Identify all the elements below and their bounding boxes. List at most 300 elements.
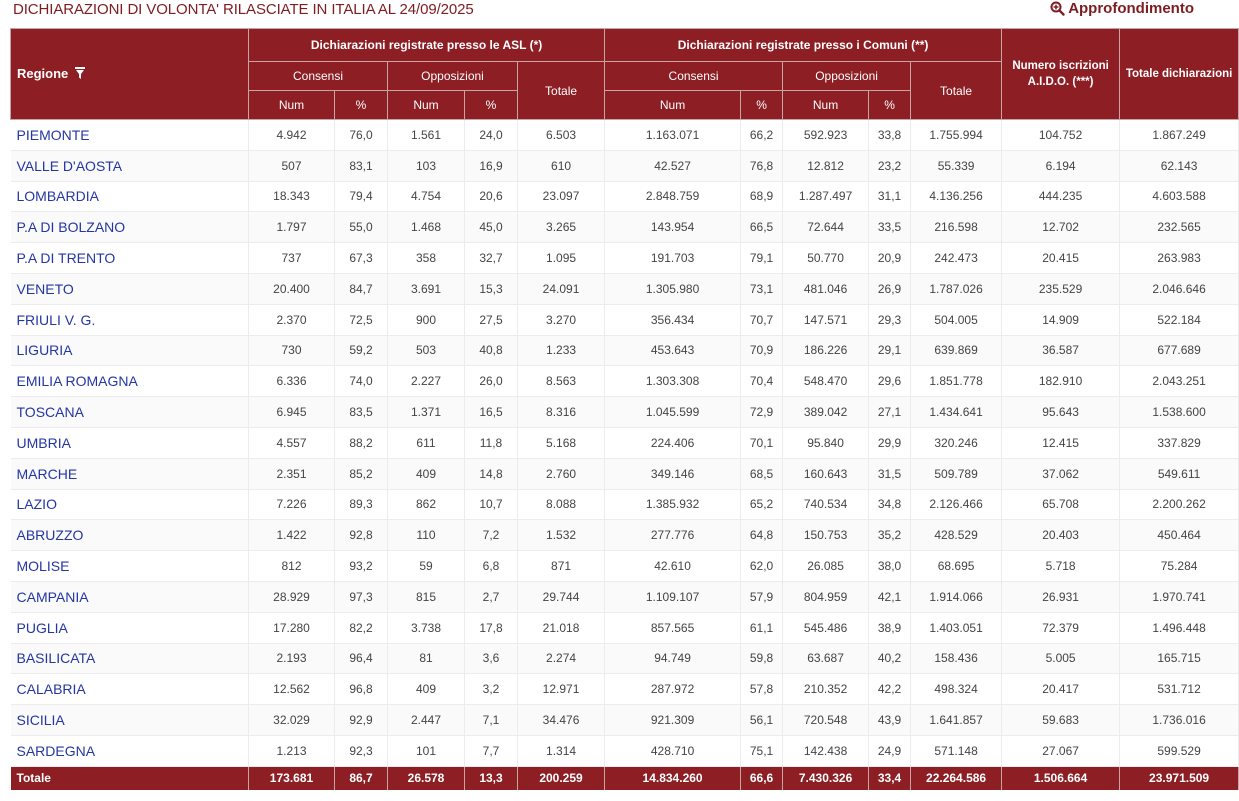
table-cell: 15,3: [465, 273, 518, 304]
table-cell: 3.691: [388, 273, 465, 304]
table-row: [11, 427, 1239, 458]
page-title: DICHIARAZIONI DI VOLONTA' RILASCIATE IN ITALIA AL 24/09/2025: [13, 1, 474, 18]
table-cell: 2.200.262: [1120, 489, 1239, 520]
table-cell: 42,2: [869, 674, 911, 705]
table-cell: 1.468: [388, 212, 465, 243]
table-cell: 61,1: [741, 612, 783, 643]
table-row: [11, 458, 1239, 489]
table-cell: 7.226: [249, 489, 335, 520]
table-cell: 29.744: [518, 581, 605, 612]
region-link[interactable]: PUGLIA: [11, 612, 249, 643]
table-cell: 337.829: [1120, 427, 1239, 458]
comuni-totale-header: Totale: [911, 62, 1002, 120]
table-row: [11, 212, 1239, 243]
table-cell: 182.910: [1002, 366, 1120, 397]
table-cell: 5.718: [1002, 551, 1120, 582]
table-cell: 1.736.016: [1120, 705, 1239, 736]
table-cell: 1.422: [249, 520, 335, 551]
table-cell: 63.687: [783, 643, 869, 674]
table-cell: 1.233: [518, 335, 605, 366]
region-link[interactable]: LIGURIA: [11, 335, 249, 366]
table-cell: 1.641.857: [911, 705, 1002, 736]
total-cell: 173.681: [249, 766, 335, 790]
num-header: Num: [605, 91, 741, 120]
table-cell: 26,0: [465, 366, 518, 397]
table-cell: 95.643: [1002, 397, 1120, 428]
table-cell: 34,8: [869, 489, 911, 520]
table-cell: 1.532: [518, 520, 605, 551]
table-cell: 24,0: [465, 120, 518, 151]
table-cell: 26,9: [869, 273, 911, 304]
table-cell: 27.067: [1002, 735, 1120, 766]
table-cell: 57,9: [741, 581, 783, 612]
table-cell: 93,2: [335, 551, 388, 582]
table-cell: 29,9: [869, 427, 911, 458]
table-cell: 450.464: [1120, 520, 1239, 551]
table-cell: 599.529: [1120, 735, 1239, 766]
total-cell: 13,3: [465, 766, 518, 790]
table-cell: 24,9: [869, 735, 911, 766]
table-cell: 16,5: [465, 397, 518, 428]
table-cell: 72.379: [1002, 612, 1120, 643]
approfondimento-link[interactable]: [1050, 0, 1194, 17]
table-cell: 277.776: [605, 520, 741, 551]
table-cell: 453.643: [605, 335, 741, 366]
table-cell: 72.644: [783, 212, 869, 243]
total-cell: 200.259: [518, 766, 605, 790]
table-cell: 2.043.251: [1120, 366, 1239, 397]
table-cell: 40,8: [465, 335, 518, 366]
table-cell: 522.184: [1120, 304, 1239, 335]
table-cell: 1.755.994: [911, 120, 1002, 151]
region-link[interactable]: CAMPANIA: [11, 581, 249, 612]
table-cell: 66,5: [741, 212, 783, 243]
table-cell: 20.400: [249, 273, 335, 304]
region-link[interactable]: CALABRIA: [11, 674, 249, 705]
table-cell: 20.417: [1002, 674, 1120, 705]
table-cell: 235.529: [1002, 273, 1120, 304]
table-cell: 59,8: [741, 643, 783, 674]
table-cell: 1.561: [388, 120, 465, 151]
table-cell: 23.097: [518, 181, 605, 212]
table-cell: 444.235: [1002, 181, 1120, 212]
table-cell: 70,4: [741, 366, 783, 397]
table-cell: 38,0: [869, 551, 911, 582]
table-cell: 75.284: [1120, 551, 1239, 582]
table-cell: 165.715: [1120, 643, 1239, 674]
table-cell: 2.227: [388, 366, 465, 397]
table-cell: 103: [388, 150, 465, 181]
table-row: [11, 181, 1239, 212]
table-cell: 62.143: [1120, 150, 1239, 181]
table-cell: 900: [388, 304, 465, 335]
table-cell: 498.324: [911, 674, 1002, 705]
table-row: [11, 705, 1239, 736]
table-cell: 4.557: [249, 427, 335, 458]
table-row: [11, 397, 1239, 428]
table-cell: 1.496.448: [1120, 612, 1239, 643]
table-cell: 17,8: [465, 612, 518, 643]
table-cell: 85,2: [335, 458, 388, 489]
table-cell: 55.339: [911, 150, 1002, 181]
region-link[interactable]: P.A DI TRENTO: [11, 243, 249, 274]
table-cell: 921.309: [605, 705, 741, 736]
num-header: Num: [783, 91, 869, 120]
table-cell: 20,9: [869, 243, 911, 274]
table-cell: 50.770: [783, 243, 869, 274]
table-cell: 147.571: [783, 304, 869, 335]
table-cell: 142.438: [783, 735, 869, 766]
table-cell: 8.563: [518, 366, 605, 397]
table-cell: 548.470: [783, 366, 869, 397]
table-cell: 592.923: [783, 120, 869, 151]
table-cell: 571.148: [911, 735, 1002, 766]
table-cell: 356.434: [605, 304, 741, 335]
table-cell: 12.702: [1002, 212, 1120, 243]
total-label: Totale: [11, 766, 249, 790]
declarations-table: [10, 28, 1239, 790]
table-cell: 66,2: [741, 120, 783, 151]
table-cell: 3.738: [388, 612, 465, 643]
table-cell: 1.385.932: [605, 489, 741, 520]
table-cell: 92,8: [335, 520, 388, 551]
table-cell: 70,1: [741, 427, 783, 458]
table-cell: 639.869: [911, 335, 1002, 366]
table-cell: 224.406: [605, 427, 741, 458]
table-cell: 59,2: [335, 335, 388, 366]
region-link[interactable]: LAZIO: [11, 489, 249, 520]
region-link[interactable]: SARDEGNA: [11, 735, 249, 766]
region-link[interactable]: ABRUZZO: [11, 520, 249, 551]
table-cell: 3.270: [518, 304, 605, 335]
table-cell: 3.265: [518, 212, 605, 243]
table-cell: 5.168: [518, 427, 605, 458]
table-cell: 1.303.308: [605, 366, 741, 397]
table-cell: 158.436: [911, 643, 1002, 674]
table-cell: 7,2: [465, 520, 518, 551]
table-cell: 75,1: [741, 735, 783, 766]
table-cell: 29,6: [869, 366, 911, 397]
table-row: [11, 674, 1239, 705]
table-cell: 32,7: [465, 243, 518, 274]
table-cell: 740.534: [783, 489, 869, 520]
table-cell: 1.095: [518, 243, 605, 274]
table-cell: 1.867.249: [1120, 120, 1239, 151]
table-cell: 76,0: [335, 120, 388, 151]
table-cell: 68.695: [911, 551, 1002, 582]
table-row: [11, 273, 1239, 304]
table-cell: 20.403: [1002, 520, 1120, 551]
region-link[interactable]: LOMBARDIA: [11, 181, 249, 212]
table-cell: 59.683: [1002, 705, 1120, 736]
region-link[interactable]: PIEMONTE: [11, 120, 249, 151]
table-cell: 1.403.051: [911, 612, 1002, 643]
table-cell: 14.909: [1002, 304, 1120, 335]
table-cell: 349.146: [605, 458, 741, 489]
region-link[interactable]: MOLISE: [11, 551, 249, 582]
table-cell: 104.752: [1002, 120, 1120, 151]
table-cell: 1.787.026: [911, 273, 1002, 304]
table-cell: 17.280: [249, 612, 335, 643]
table-cell: 2.370: [249, 304, 335, 335]
pct-header: %: [335, 91, 388, 120]
table-cell: 804.959: [783, 581, 869, 612]
table-cell: 57,8: [741, 674, 783, 705]
table-cell: 1.305.980: [605, 273, 741, 304]
total-cell: 23.971.509: [1120, 766, 1239, 790]
table-cell: 6,8: [465, 551, 518, 582]
table-cell: 143.954: [605, 212, 741, 243]
table-row: [11, 304, 1239, 335]
table-cell: 720.548: [783, 705, 869, 736]
table-cell: 79,1: [741, 243, 783, 274]
table-cell: 76,8: [741, 150, 783, 181]
table-cell: 14,8: [465, 458, 518, 489]
table-cell: 263.983: [1120, 243, 1239, 274]
region-link[interactable]: TOSCANA: [11, 397, 249, 428]
table-cell: 28.929: [249, 581, 335, 612]
table-cell: 70,9: [741, 335, 783, 366]
table-row: [11, 243, 1239, 274]
table-cell: 20,6: [465, 181, 518, 212]
table-cell: 68,5: [741, 458, 783, 489]
table-row: [11, 612, 1239, 643]
table-cell: 871: [518, 551, 605, 582]
total-cell: 86,7: [335, 766, 388, 790]
table-cell: 857.565: [605, 612, 741, 643]
total-cell: 66,6: [741, 766, 783, 790]
table-cell: 36.587: [1002, 335, 1120, 366]
table-cell: 1.914.066: [911, 581, 1002, 612]
comuni-consensi-header: Consensi: [605, 62, 783, 91]
table-cell: 2.193: [249, 643, 335, 674]
table-cell: 84,7: [335, 273, 388, 304]
total-cell: 7.430.326: [783, 766, 869, 790]
region-link[interactable]: BASILICATA: [11, 643, 249, 674]
table-row: [11, 150, 1239, 181]
table-cell: 1.970.741: [1120, 581, 1239, 612]
table-cell: 24.091: [518, 273, 605, 304]
table-cell: 4.754: [388, 181, 465, 212]
table-cell: 16,9: [465, 150, 518, 181]
table-cell: 18.343: [249, 181, 335, 212]
table-footer: [11, 766, 1239, 790]
table-cell: 503: [388, 335, 465, 366]
table-cell: 88,2: [335, 427, 388, 458]
table-cell: 545.486: [783, 612, 869, 643]
table-cell: 1.538.600: [1120, 397, 1239, 428]
table-cell: 1.371: [388, 397, 465, 428]
pct-header: %: [741, 91, 783, 120]
region-link[interactable]: VENETO: [11, 273, 249, 304]
table-cell: 191.703: [605, 243, 741, 274]
approfondimento-label: Approfondimento: [1068, 0, 1194, 17]
column-group-comuni: Dichiarazioni registrate presso i Comuni (**): [605, 29, 1002, 62]
total-cell: 22.264.586: [911, 766, 1002, 790]
table-cell: 812: [249, 551, 335, 582]
table-row: [11, 581, 1239, 612]
table-cell: 23,2: [869, 150, 911, 181]
table-cell: 531.712: [1120, 674, 1239, 705]
column-group-asl: Dichiarazioni registrate presso le ASL (*): [249, 29, 605, 62]
table-cell: 507: [249, 150, 335, 181]
table-cell: 32.029: [249, 705, 335, 736]
region-link[interactable]: VALLE D'AOSTA: [11, 150, 249, 181]
table-cell: 97,3: [335, 581, 388, 612]
region-link[interactable]: MARCHE: [11, 458, 249, 489]
table-cell: 610: [518, 150, 605, 181]
table-header: [11, 29, 1239, 120]
table-cell: 73,1: [741, 273, 783, 304]
table-cell: 43,9: [869, 705, 911, 736]
table-cell: 7,7: [465, 735, 518, 766]
table-cell: 1.434.641: [911, 397, 1002, 428]
comuni-opposizioni-header: Opposizioni: [783, 62, 911, 91]
table-cell: 4.942: [249, 120, 335, 151]
table-cell: 110: [388, 520, 465, 551]
asl-opposizioni-header: Opposizioni: [388, 62, 518, 91]
table-cell: 42.610: [605, 551, 741, 582]
table-cell: 409: [388, 674, 465, 705]
table-cell: 3,2: [465, 674, 518, 705]
table-cell: 287.972: [605, 674, 741, 705]
table-cell: 81: [388, 643, 465, 674]
table-cell: 29,3: [869, 304, 911, 335]
table-cell: 68,9: [741, 181, 783, 212]
pct-header: %: [869, 91, 911, 120]
table-row: [11, 335, 1239, 366]
filter-icon[interactable]: [75, 67, 85, 82]
table-cell: 26.931: [1002, 581, 1120, 612]
table-cell: 27,5: [465, 304, 518, 335]
total-cell: 1.506.664: [1002, 766, 1120, 790]
table-cell: 7,1: [465, 705, 518, 736]
table-cell: 216.598: [911, 212, 1002, 243]
table-cell: 42.527: [605, 150, 741, 181]
table-cell: 2,7: [465, 581, 518, 612]
table-cell: 65,2: [741, 489, 783, 520]
table-body: [11, 120, 1239, 767]
table-cell: 6.945: [249, 397, 335, 428]
table-cell: 409: [388, 458, 465, 489]
table-cell: 95.840: [783, 427, 869, 458]
region-link[interactable]: P.A DI BOLZANO: [11, 212, 249, 243]
table-cell: 83,5: [335, 397, 388, 428]
region-link[interactable]: UMBRIA: [11, 427, 249, 458]
table-cell: 96,8: [335, 674, 388, 705]
table-cell: 74,0: [335, 366, 388, 397]
region-link[interactable]: FRIULI V. G.: [11, 304, 249, 335]
table-cell: 1.163.071: [605, 120, 741, 151]
table-cell: 72,5: [335, 304, 388, 335]
column-header-region[interactable]: Regione: [11, 29, 249, 120]
table-cell: 2.760: [518, 458, 605, 489]
table-cell: 82,2: [335, 612, 388, 643]
table-cell: 2.848.759: [605, 181, 741, 212]
table-cell: 160.643: [783, 458, 869, 489]
table-cell: 1.797: [249, 212, 335, 243]
num-header: Num: [249, 91, 335, 120]
table-cell: 6.503: [518, 120, 605, 151]
table-row: [11, 643, 1239, 674]
table-cell: 232.565: [1120, 212, 1239, 243]
num-header: Num: [388, 91, 465, 120]
table-cell: 79,4: [335, 181, 388, 212]
table-cell: 83,1: [335, 150, 388, 181]
table-cell: 31,1: [869, 181, 911, 212]
table-cell: 8.316: [518, 397, 605, 428]
table-cell: 20.415: [1002, 243, 1120, 274]
asl-consensi-header: Consensi: [249, 62, 388, 91]
table-cell: 12.415: [1002, 427, 1120, 458]
table-cell: 186.226: [783, 335, 869, 366]
table-cell: 42,1: [869, 581, 911, 612]
table-cell: 428.529: [911, 520, 1002, 551]
table-cell: 3,6: [465, 643, 518, 674]
table-cell: 509.789: [911, 458, 1002, 489]
table-cell: 6.336: [249, 366, 335, 397]
table-cell: 730: [249, 335, 335, 366]
table-cell: 33,5: [869, 212, 911, 243]
table-cell: 1.109.107: [605, 581, 741, 612]
table-cell: 4.136.256: [911, 181, 1002, 212]
zoom-in-icon: [1050, 1, 1065, 16]
column-header-aido: Numero iscrizioni A.I.D.O. (***): [1002, 29, 1120, 120]
table-cell: 2.274: [518, 643, 605, 674]
table-cell: 62,0: [741, 551, 783, 582]
table-cell: 2.046.646: [1120, 273, 1239, 304]
asl-totale-header: Totale: [518, 62, 605, 120]
table-cell: 2.351: [249, 458, 335, 489]
table-cell: 35,2: [869, 520, 911, 551]
table-row: [11, 735, 1239, 766]
table-cell: 1.314: [518, 735, 605, 766]
top-bar: [0, 0, 1200, 26]
table-row: [11, 489, 1239, 520]
table-cell: 737: [249, 243, 335, 274]
table-cell: 29,1: [869, 335, 911, 366]
table-cell: 358: [388, 243, 465, 274]
table-cell: 2.447: [388, 705, 465, 736]
table-cell: 72,9: [741, 397, 783, 428]
table-cell: 2.126.466: [911, 489, 1002, 520]
table-cell: 428.710: [605, 735, 741, 766]
total-cell: 33,4: [869, 766, 911, 790]
table-cell: 89,3: [335, 489, 388, 520]
total-row: [11, 766, 1239, 790]
table-cell: 92,9: [335, 705, 388, 736]
table-cell: 12.562: [249, 674, 335, 705]
table-cell: 504.005: [911, 304, 1002, 335]
table-cell: 67,3: [335, 243, 388, 274]
table-cell: 611: [388, 427, 465, 458]
region-link[interactable]: SICILIA: [11, 705, 249, 736]
table-cell: 5.005: [1002, 643, 1120, 674]
table-cell: 10,7: [465, 489, 518, 520]
table-cell: 1.287.497: [783, 181, 869, 212]
table-cell: 38,9: [869, 612, 911, 643]
table-cell: 1.045.599: [605, 397, 741, 428]
column-header-total-declarations: Totale dichiarazioni: [1120, 29, 1239, 120]
table-cell: 37.062: [1002, 458, 1120, 489]
total-cell: 26.578: [388, 766, 465, 790]
table-row: [11, 551, 1239, 582]
table-cell: 815: [388, 581, 465, 612]
region-link[interactable]: EMILIA ROMAGNA: [11, 366, 249, 397]
table-cell: 94.749: [605, 643, 741, 674]
table-cell: 34.476: [518, 705, 605, 736]
table-cell: 31,5: [869, 458, 911, 489]
